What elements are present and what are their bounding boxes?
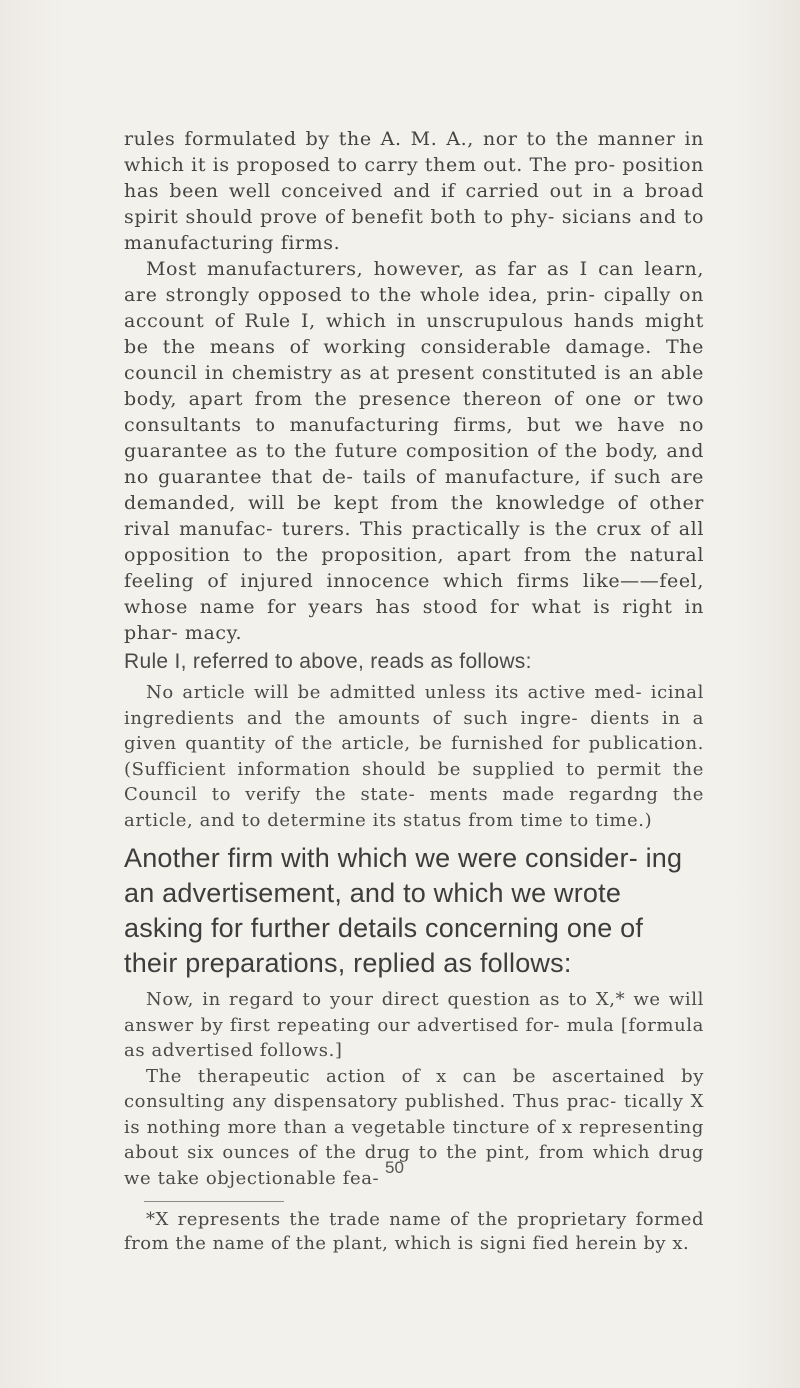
page-number: 50: [385, 1158, 404, 1177]
footnote-divider: [144, 1201, 284, 1202]
footnote: *X represents the trade name of the proprietary formed from the name of the plant, which is signi fied herein by x.: [124, 1209, 704, 1254]
text-column: [124, 126, 704, 1256]
reply-paragraph-1: Now, in regard to your direct question as to X,* we will answer by first repeating our advertised for- mula [formula as advertised follows.]: [124, 989, 704, 1061]
rule-text: No article will be admitted unless its active med- icinal ingredients and the amounts of such ingre- dients in a given quantity of the article, be furnished for publication. (Sufficient information should be supplied to permit the Council to verify the state- ments made regardng the article, and to determine its status from time to time.): [124, 682, 704, 831]
rule-heading: Rule I, referred to above, reads as follows:: [124, 650, 532, 673]
paragraph-manufacturers: Most manufacturers, however, as far as I can learn, are strongly opposed to the whole idea, prin- cipally on account of Rule I, which in unscrupulous hands might be the means of working considerable damage. The council in chemistry as at present constituted is an able body, apart from the presence thereon of one or two consultants to manufacturing firms, but we have no guarantee as to the future composition of the body, and no guarantee that de- tails of manufacture, if such are demanded, will be kept from the knowledge of other rival manufac- turers. This practically is the crux of all opposition to the proposition, apart from the natural feeling of injured innocence which firms like——feel, whose name for years has stood for what is right in phar- macy.: [124, 258, 704, 644]
paragraph-continuation: rules formulated by the A. M. A., nor to the manner in which it is proposed to carry them out. The pro- position has been well conceived and if carried out in a broad spirit should prove of benefit both to phy- sicians and to manufacturing firms.: [124, 128, 704, 254]
firm-heading: Another firm with which we were consider- ing an advertisement, and to which we wrote asking for further details concerning one of their preparations, replied as follows:: [124, 843, 683, 978]
reply-paragraph-2: The therapeutic action of x can be ascertained by consulting any dispensatory published. Thus prac- tically X is nothing more than a vegetable tincture of x representing about six ounces of the drug to the pint, from which drug we take objectionable fea-: [124, 1065, 704, 1189]
